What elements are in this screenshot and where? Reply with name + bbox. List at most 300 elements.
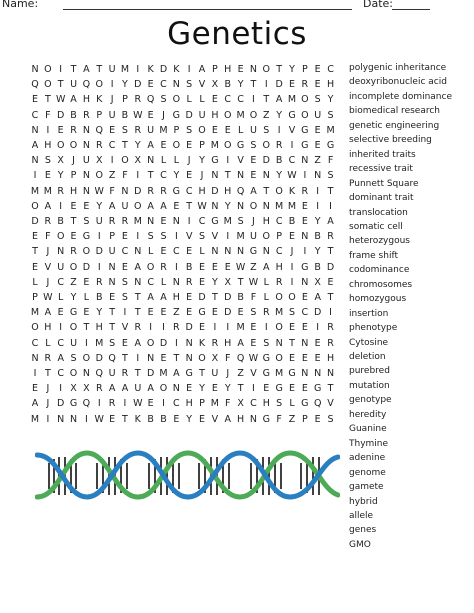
grid-letter[interactable]: Q bbox=[236, 185, 245, 197]
grid-letter[interactable]: T bbox=[224, 170, 231, 182]
date-line[interactable] bbox=[392, 9, 430, 10]
grid-letter[interactable]: N bbox=[237, 246, 245, 258]
grid-letter[interactable]: I bbox=[110, 155, 114, 167]
grid-letter[interactable]: N bbox=[172, 216, 180, 227]
grid-letter[interactable]: C bbox=[237, 94, 244, 106]
grid-letter[interactable]: E bbox=[109, 124, 116, 136]
grid-letter[interactable]: C bbox=[173, 246, 180, 258]
grid-letter[interactable]: R bbox=[95, 276, 103, 288]
grid-letter[interactable]: G bbox=[326, 140, 335, 151]
grid-letter[interactable]: N bbox=[211, 246, 219, 258]
grid-letter[interactable]: N bbox=[262, 170, 270, 182]
grid-letter[interactable]: P bbox=[276, 231, 282, 243]
grid-letter[interactable]: D bbox=[134, 185, 142, 197]
grid-letter[interactable]: T bbox=[250, 79, 257, 91]
grid-letter[interactable]: C bbox=[57, 337, 64, 349]
grid-letter[interactable]: S bbox=[263, 337, 270, 349]
grid-letter[interactable]: Y bbox=[134, 140, 141, 151]
grid-letter[interactable]: A bbox=[275, 94, 283, 106]
grid-letter[interactable]: S bbox=[121, 124, 128, 136]
grid-letter[interactable]: N bbox=[31, 352, 39, 364]
grid-letter[interactable]: T bbox=[134, 368, 141, 379]
grid-letter[interactable]: H bbox=[95, 322, 103, 334]
grid-letter[interactable]: T bbox=[122, 413, 128, 425]
grid-letter[interactable]: N bbox=[211, 200, 219, 212]
grid-letter[interactable]: I bbox=[290, 261, 294, 273]
grid-letter[interactable]: J bbox=[110, 94, 114, 106]
grid-letter[interactable]: W bbox=[248, 352, 259, 364]
grid-letter[interactable]: D bbox=[146, 368, 155, 379]
grid-letter[interactable]: O bbox=[82, 246, 91, 258]
grid-letter[interactable]: R bbox=[173, 322, 180, 334]
grid-letter[interactable]: Z bbox=[173, 307, 180, 319]
grid-letter[interactable]: R bbox=[121, 368, 129, 379]
grid-letter[interactable]: S bbox=[186, 124, 193, 136]
grid-letter[interactable]: F bbox=[45, 231, 51, 243]
grid-letter[interactable]: I bbox=[252, 383, 255, 395]
grid-letter[interactable]: V bbox=[121, 322, 129, 334]
grid-letter[interactable]: B bbox=[185, 261, 193, 273]
grid-letter[interactable]: T bbox=[263, 185, 270, 197]
grid-letter[interactable]: B bbox=[275, 155, 283, 167]
grid-letter[interactable]: Q bbox=[108, 352, 116, 364]
grid-letter[interactable]: T bbox=[134, 292, 141, 303]
grid-letter[interactable]: Z bbox=[288, 413, 296, 425]
grid-letter[interactable]: R bbox=[185, 276, 193, 288]
grid-letter[interactable]: Q bbox=[82, 79, 91, 91]
grid-letter[interactable]: N bbox=[172, 79, 180, 91]
grid-letter[interactable]: G bbox=[211, 216, 219, 227]
grid-letter[interactable]: S bbox=[327, 109, 334, 121]
grid-letter[interactable]: L bbox=[58, 292, 64, 303]
grid-letter[interactable]: H bbox=[69, 185, 78, 197]
grid-letter[interactable]: H bbox=[44, 140, 52, 151]
grid-letter[interactable]: I bbox=[213, 322, 217, 334]
grid-letter[interactable]: D bbox=[326, 261, 335, 273]
grid-letter[interactable]: M bbox=[133, 216, 142, 227]
grid-letter[interactable]: I bbox=[136, 231, 140, 243]
grid-letter[interactable]: I bbox=[277, 124, 281, 136]
grid-letter[interactable]: X bbox=[314, 276, 321, 288]
grid-letter[interactable]: S bbox=[250, 307, 257, 319]
grid-letter[interactable]: E bbox=[83, 200, 90, 212]
grid-letter[interactable]: N bbox=[211, 170, 219, 182]
grid-letter[interactable]: D bbox=[95, 246, 103, 258]
grid-letter[interactable]: I bbox=[97, 231, 101, 243]
grid-letter[interactable]: C bbox=[31, 337, 39, 349]
grid-letter[interactable]: N bbox=[82, 124, 90, 136]
grid-letter[interactable]: T bbox=[327, 185, 334, 197]
grid-letter[interactable]: G bbox=[172, 109, 181, 121]
grid-letter[interactable]: D bbox=[57, 109, 65, 121]
grid-letter[interactable]: E bbox=[314, 124, 321, 136]
grid-letter[interactable]: M bbox=[159, 368, 168, 379]
grid-letter[interactable]: I bbox=[162, 322, 165, 334]
grid-letter[interactable]: S bbox=[160, 231, 167, 243]
grid-letter[interactable]: N bbox=[147, 352, 155, 364]
grid-letter[interactable]: G bbox=[262, 352, 270, 364]
grid-letter[interactable]: J bbox=[46, 398, 50, 410]
grid-letter[interactable]: S bbox=[314, 94, 321, 106]
grid-letter[interactable]: N bbox=[326, 368, 335, 379]
grid-letter[interactable]: G bbox=[301, 140, 309, 151]
grid-letter[interactable]: E bbox=[83, 276, 90, 288]
grid-letter[interactable]: P bbox=[96, 109, 103, 121]
grid-letter[interactable]: J bbox=[252, 216, 255, 227]
grid-letter[interactable]: I bbox=[174, 231, 178, 243]
grid-letter[interactable]: E bbox=[199, 276, 206, 288]
grid-letter[interactable]: K bbox=[134, 413, 141, 425]
grid-letter[interactable]: T bbox=[32, 246, 38, 258]
grid-letter[interactable]: E bbox=[160, 216, 167, 227]
grid-letter[interactable]: J bbox=[46, 383, 50, 395]
grid-letter[interactable]: E bbox=[250, 337, 257, 349]
grid-letter[interactable]: D bbox=[185, 109, 193, 121]
grid-letter[interactable]: T bbox=[147, 170, 154, 182]
grid-letter[interactable]: N bbox=[31, 124, 39, 136]
grid-letter[interactable]: X bbox=[95, 155, 103, 167]
grid-letter[interactable]: N bbox=[31, 64, 39, 75]
grid-letter[interactable]: N bbox=[31, 155, 39, 167]
grid-letter[interactable]: F bbox=[109, 185, 115, 197]
grid-letter[interactable]: R bbox=[134, 94, 142, 106]
grid-letter[interactable]: C bbox=[57, 276, 64, 288]
grid-letter[interactable]: P bbox=[70, 170, 77, 182]
grid-letter[interactable]: G bbox=[69, 398, 78, 410]
grid-letter[interactable]: J bbox=[290, 246, 294, 258]
grid-letter[interactable]: C bbox=[147, 276, 154, 288]
grid-letter[interactable]: X bbox=[237, 398, 244, 410]
grid-letter[interactable]: C bbox=[108, 140, 116, 151]
grid-letter[interactable]: R bbox=[44, 352, 52, 364]
grid-letter[interactable]: X bbox=[211, 352, 219, 364]
grid-letter[interactable]: I bbox=[187, 64, 191, 75]
grid-letter[interactable]: N bbox=[314, 368, 322, 379]
grid-letter[interactable]: E bbox=[314, 140, 321, 151]
grid-letter[interactable]: X bbox=[57, 155, 64, 167]
grid-letter[interactable]: F bbox=[122, 170, 128, 182]
grid-letter[interactable]: U bbox=[70, 79, 78, 91]
grid-letter[interactable]: R bbox=[134, 322, 142, 334]
grid-letter[interactable]: E bbox=[186, 170, 193, 182]
grid-letter[interactable]: H bbox=[82, 94, 90, 106]
grid-letter[interactable]: S bbox=[327, 413, 334, 425]
grid-letter[interactable]: G bbox=[288, 368, 296, 379]
grid-letter[interactable]: N bbox=[82, 368, 90, 379]
grid-letter[interactable]: L bbox=[83, 292, 90, 303]
grid-letter[interactable]: D bbox=[185, 322, 193, 334]
grid-letter[interactable]: U bbox=[134, 383, 142, 395]
grid-letter[interactable]: J bbox=[200, 170, 204, 182]
grid-letter[interactable]: S bbox=[276, 398, 283, 410]
grid-letter[interactable]: R bbox=[327, 231, 334, 243]
grid-letter[interactable]: V bbox=[211, 231, 219, 243]
grid-letter[interactable]: L bbox=[160, 276, 167, 288]
grid-letter[interactable]: E bbox=[288, 322, 295, 334]
grid-letter[interactable]: E bbox=[301, 292, 308, 303]
grid-letter[interactable]: A bbox=[121, 383, 129, 395]
grid-letter[interactable]: E bbox=[224, 124, 231, 136]
grid-letter[interactable]: E bbox=[186, 307, 193, 319]
grid-letter[interactable]: N bbox=[237, 170, 245, 182]
grid-letter[interactable]: M bbox=[210, 140, 219, 151]
grid-letter[interactable]: A bbox=[327, 216, 334, 227]
grid-letter[interactable]: M bbox=[275, 368, 284, 379]
grid-letter[interactable]: C bbox=[173, 398, 180, 410]
grid-letter[interactable]: H bbox=[262, 216, 270, 227]
grid-letter[interactable]: U bbox=[108, 368, 116, 379]
grid-letter[interactable]: E bbox=[250, 170, 257, 182]
grid-letter[interactable]: R bbox=[327, 322, 334, 334]
grid-letter[interactable]: X bbox=[70, 383, 77, 395]
grid-letter[interactable]: U bbox=[314, 109, 322, 121]
grid-letter[interactable]: E bbox=[250, 155, 257, 167]
grid-letter[interactable]: T bbox=[263, 94, 270, 106]
grid-letter[interactable]: E bbox=[314, 337, 321, 349]
grid-letter[interactable]: Y bbox=[122, 79, 128, 91]
grid-letter[interactable]: E bbox=[173, 413, 180, 425]
grid-letter[interactable]: T bbox=[44, 94, 51, 106]
grid-letter[interactable]: U bbox=[108, 246, 116, 258]
grid-letter[interactable]: Q bbox=[82, 398, 91, 410]
grid-letter[interactable]: N bbox=[249, 413, 257, 425]
grid-letter[interactable]: P bbox=[122, 94, 128, 106]
grid-letter[interactable]: Y bbox=[237, 79, 244, 91]
grid-letter[interactable]: O bbox=[95, 79, 103, 91]
grid-letter[interactable]: L bbox=[173, 155, 179, 167]
grid-letter[interactable]: S bbox=[160, 94, 167, 106]
grid-letter[interactable]: I bbox=[303, 246, 307, 258]
grid-letter[interactable]: J bbox=[46, 246, 50, 258]
grid-letter[interactable]: U bbox=[57, 261, 65, 273]
grid-letter[interactable]: N bbox=[172, 383, 180, 395]
grid-letter[interactable]: M bbox=[287, 94, 297, 106]
grid-letter[interactable]: T bbox=[237, 276, 244, 288]
grid-letter[interactable]: E bbox=[31, 383, 38, 395]
grid-letter[interactable]: M bbox=[236, 322, 245, 334]
grid-letter[interactable]: E bbox=[288, 383, 295, 395]
grid-letter[interactable]: W bbox=[43, 292, 53, 303]
grid-letter[interactable]: D bbox=[314, 307, 322, 319]
grid-letter[interactable]: F bbox=[276, 413, 282, 425]
grid-letter[interactable]: N bbox=[314, 170, 322, 182]
grid-letter[interactable]: M bbox=[223, 216, 232, 227]
grid-letter[interactable]: B bbox=[237, 292, 244, 303]
grid-letter[interactable]: H bbox=[224, 337, 232, 349]
grid-letter[interactable]: K bbox=[173, 64, 180, 75]
grid-letter[interactable]: Z bbox=[250, 261, 257, 273]
grid-letter[interactable]: O bbox=[249, 109, 258, 121]
grid-letter[interactable]: H bbox=[185, 398, 193, 410]
grid-letter[interactable]: G bbox=[301, 261, 309, 273]
grid-letter[interactable]: B bbox=[57, 216, 64, 227]
grid-letter[interactable]: O bbox=[146, 337, 155, 349]
grid-letter[interactable]: I bbox=[329, 200, 332, 212]
grid-letter[interactable]: E bbox=[109, 292, 116, 303]
grid-letter[interactable]: G bbox=[301, 398, 309, 410]
grid-letter[interactable]: E bbox=[314, 79, 321, 91]
grid-letter[interactable]: K bbox=[288, 185, 296, 197]
grid-letter[interactable]: Q bbox=[95, 368, 103, 379]
grid-letter[interactable]: M bbox=[120, 64, 130, 75]
grid-letter[interactable]: D bbox=[224, 292, 232, 303]
grid-letter[interactable]: E bbox=[211, 383, 218, 395]
grid-letter[interactable]: I bbox=[136, 170, 140, 182]
grid-letter[interactable]: J bbox=[187, 155, 191, 167]
grid-letter[interactable]: R bbox=[327, 337, 334, 349]
grid-letter[interactable]: S bbox=[147, 231, 154, 243]
grid-letter[interactable]: E bbox=[31, 261, 38, 273]
grid-letter[interactable]: P bbox=[301, 64, 308, 75]
grid-letter[interactable]: M bbox=[210, 398, 219, 410]
grid-letter[interactable]: Y bbox=[314, 246, 321, 258]
grid-letter[interactable]: T bbox=[237, 383, 244, 395]
grid-letter[interactable]: E bbox=[211, 261, 218, 273]
grid-letter[interactable]: R bbox=[70, 246, 77, 258]
grid-letter[interactable]: N bbox=[134, 246, 142, 258]
grid-letter[interactable]: I bbox=[316, 200, 320, 212]
grid-letter[interactable]: O bbox=[56, 231, 65, 243]
grid-letter[interactable]: N bbox=[82, 185, 90, 197]
grid-letter[interactable]: N bbox=[301, 368, 309, 379]
grid-letter[interactable]: A bbox=[314, 292, 321, 303]
grid-letter[interactable]: I bbox=[290, 276, 294, 288]
grid-letter[interactable]: O bbox=[69, 140, 78, 151]
grid-letter[interactable]: G bbox=[211, 155, 219, 167]
grid-letter[interactable]: I bbox=[162, 398, 165, 410]
grid-letter[interactable]: R bbox=[95, 140, 103, 151]
grid-letter[interactable]: X bbox=[211, 79, 219, 91]
grid-letter[interactable]: J bbox=[162, 109, 165, 121]
grid-letter[interactable]: Y bbox=[96, 200, 103, 212]
grid-letter[interactable]: S bbox=[44, 155, 51, 167]
grid-letter[interactable]: R bbox=[134, 124, 142, 136]
grid-letter[interactable]: L bbox=[263, 276, 269, 288]
grid-letter[interactable]: T bbox=[327, 246, 334, 258]
grid-letter[interactable]: H bbox=[44, 322, 52, 334]
grid-letter[interactable]: N bbox=[301, 231, 309, 243]
grid-letter[interactable]: R bbox=[121, 216, 129, 227]
grid-letter[interactable]: O bbox=[172, 94, 181, 106]
grid-letter[interactable]: A bbox=[198, 64, 206, 75]
grid-letter[interactable]: I bbox=[226, 231, 230, 243]
grid-letter[interactable]: E bbox=[301, 383, 308, 395]
grid-letter[interactable]: Y bbox=[224, 383, 231, 395]
grid-letter[interactable]: I bbox=[303, 170, 307, 182]
grid-letter[interactable]: A bbox=[57, 352, 64, 364]
grid-letter[interactable]: D bbox=[82, 261, 91, 273]
grid-letter[interactable]: C bbox=[57, 368, 64, 379]
grid-letter[interactable]: O bbox=[262, 64, 271, 75]
grid-letter[interactable]: W bbox=[55, 94, 66, 106]
grid-letter[interactable]: I bbox=[316, 185, 320, 197]
grid-letter[interactable]: W bbox=[235, 261, 246, 273]
grid-letter[interactable]: O bbox=[275, 352, 283, 364]
grid-letter[interactable]: S bbox=[250, 140, 257, 151]
grid-letter[interactable]: I bbox=[59, 322, 63, 334]
grid-letter[interactable]: I bbox=[329, 307, 332, 319]
grid-letter[interactable]: R bbox=[95, 383, 103, 395]
grid-letter[interactable]: I bbox=[33, 368, 37, 379]
grid-letter[interactable]: S bbox=[121, 292, 128, 303]
grid-letter[interactable]: E bbox=[199, 261, 206, 273]
grid-letter[interactable]: A bbox=[44, 307, 52, 319]
grid-letter[interactable]: T bbox=[70, 64, 77, 75]
grid-letter[interactable]: I bbox=[97, 398, 101, 410]
grid-letter[interactable]: O bbox=[31, 200, 39, 212]
grid-letter[interactable]: I bbox=[110, 79, 114, 91]
grid-letter[interactable]: R bbox=[275, 140, 283, 151]
grid-letter[interactable]: A bbox=[263, 261, 270, 273]
grid-letter[interactable]: O bbox=[44, 64, 52, 75]
grid-letter[interactable]: V bbox=[288, 124, 296, 136]
grid-letter[interactable]: A bbox=[83, 64, 90, 75]
grid-letter[interactable]: E bbox=[250, 322, 257, 334]
grid-letter[interactable]: N bbox=[108, 261, 116, 273]
grid-letter[interactable]: K bbox=[198, 337, 206, 349]
grid-letter[interactable]: D bbox=[275, 79, 283, 91]
grid-letter[interactable]: G bbox=[236, 140, 245, 151]
grid-letter[interactable]: Y bbox=[186, 413, 193, 425]
grid-letter[interactable]: F bbox=[225, 398, 231, 410]
grid-letter[interactable]: F bbox=[225, 352, 231, 364]
grid-letter[interactable]: U bbox=[249, 231, 257, 243]
grid-letter[interactable]: T bbox=[327, 292, 334, 303]
grid-letter[interactable]: Q bbox=[146, 94, 155, 106]
grid-letter[interactable]: S bbox=[327, 170, 334, 182]
grid-letter[interactable]: M bbox=[326, 124, 335, 136]
grid-letter[interactable]: E bbox=[186, 383, 193, 395]
grid-letter[interactable]: G bbox=[275, 383, 283, 395]
grid-letter[interactable]: S bbox=[288, 307, 296, 319]
grid-letter[interactable]: J bbox=[72, 155, 75, 167]
grid-letter[interactable]: M bbox=[30, 185, 40, 197]
grid-letter[interactable]: S bbox=[263, 124, 270, 136]
grid-letter[interactable]: E bbox=[173, 200, 180, 212]
grid-letter[interactable]: S bbox=[70, 352, 77, 364]
grid-letter[interactable]: W bbox=[94, 413, 104, 425]
grid-letter[interactable]: X bbox=[83, 383, 90, 395]
grid-letter[interactable]: I bbox=[187, 216, 191, 227]
grid-letter[interactable]: N bbox=[82, 140, 90, 151]
grid-letter[interactable]: E bbox=[121, 231, 128, 243]
grid-letter[interactable]: V bbox=[327, 398, 334, 410]
grid-letter[interactable]: D bbox=[95, 352, 103, 364]
grid-letter[interactable]: O bbox=[146, 261, 155, 273]
grid-letter[interactable]: T bbox=[122, 352, 128, 364]
grid-letter[interactable]: S bbox=[83, 216, 90, 227]
grid-letter[interactable]: I bbox=[59, 383, 63, 395]
grid-letter[interactable]: B bbox=[147, 413, 154, 425]
grid-letter[interactable]: I bbox=[226, 155, 230, 167]
grid-letter[interactable]: R bbox=[70, 124, 77, 136]
grid-letter[interactable]: Q bbox=[31, 79, 39, 91]
grid-letter[interactable]: A bbox=[250, 185, 257, 197]
grid-letter[interactable]: I bbox=[46, 124, 50, 136]
grid-letter[interactable]: L bbox=[263, 292, 269, 303]
grid-letter[interactable]: N bbox=[185, 352, 193, 364]
grid-letter[interactable]: A bbox=[160, 200, 167, 212]
grid-letter[interactable]: N bbox=[121, 185, 129, 197]
grid-letter[interactable]: I bbox=[84, 337, 88, 349]
grid-letter[interactable]: P bbox=[173, 124, 180, 136]
grid-letter[interactable]: U bbox=[82, 155, 90, 167]
grid-letter[interactable]: H bbox=[224, 64, 232, 75]
grid-letter[interactable]: E bbox=[224, 261, 231, 273]
grid-letter[interactable]: E bbox=[160, 352, 167, 364]
grid-letter[interactable]: R bbox=[83, 109, 90, 121]
grid-letter[interactable]: E bbox=[288, 79, 295, 91]
